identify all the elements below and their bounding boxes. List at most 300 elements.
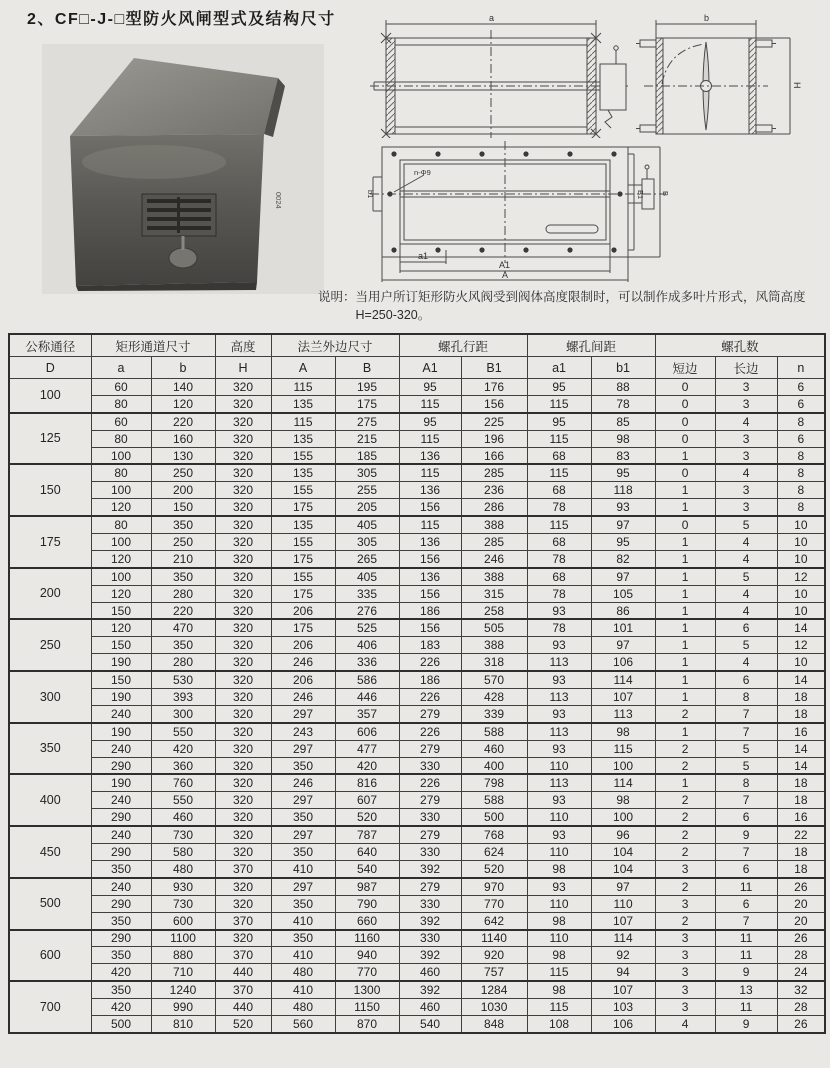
spec-cell: 98	[527, 947, 591, 964]
photo-marking: 0024	[274, 192, 283, 209]
spec-cell: 320	[215, 585, 271, 602]
table-row	[9, 999, 825, 1016]
spec-cell: 240	[91, 792, 151, 809]
spec-cell: 0	[655, 395, 715, 412]
header-B: B	[335, 357, 399, 379]
spec-cell: 290	[91, 809, 151, 826]
spec-cell: 280	[151, 585, 215, 602]
spec-cell: 104	[591, 844, 655, 861]
spec-cell: 166	[461, 447, 527, 464]
spec-cell: 530	[151, 671, 215, 688]
spec-cell: 136	[399, 482, 461, 499]
spec-cell: 156	[399, 619, 461, 636]
spec-cell: 93	[527, 792, 591, 809]
spec-cell: 156	[399, 550, 461, 567]
spec-cell: 350	[271, 757, 335, 774]
end-view-drawing	[622, 12, 817, 142]
spec-cell: 240	[91, 826, 151, 843]
spec-cell: 1160	[335, 930, 399, 947]
table-row	[9, 912, 825, 929]
spec-cell: 115	[399, 464, 461, 481]
spec-cell: 320	[215, 447, 271, 464]
spec-cell: 175	[335, 395, 399, 412]
spec-cell: 0	[655, 464, 715, 481]
spec-cell: 28	[777, 999, 825, 1016]
header-b: b	[151, 357, 215, 379]
spec-cell: 135	[271, 464, 335, 481]
hole-note-leader	[394, 175, 424, 192]
header-h: H	[215, 357, 271, 379]
spec-cell: 226	[399, 654, 461, 671]
spec-cell: 540	[335, 860, 399, 877]
spec-cell: 9	[715, 964, 777, 981]
spec-cell: 370	[215, 981, 271, 998]
product-photo-image	[42, 44, 324, 294]
spec-cell: 130	[151, 447, 215, 464]
spec-cell: 405	[335, 568, 399, 585]
spec-cell: 104	[591, 860, 655, 877]
spec-cell: 240	[91, 740, 151, 757]
spec-cell: 350	[91, 860, 151, 877]
dim-label-H: H	[792, 82, 802, 89]
spec-cell: 250	[151, 464, 215, 481]
spec-cell: 410	[271, 912, 335, 929]
header-a1: a1	[527, 357, 591, 379]
spec-cell: 388	[461, 516, 527, 533]
spec-cell: 93	[591, 499, 655, 516]
table-row	[9, 860, 825, 877]
spec-cell: 7	[715, 792, 777, 809]
spec-cell: 1	[655, 550, 715, 567]
spec-cell: 816	[335, 774, 399, 791]
table-row	[9, 930, 825, 947]
spec-cell: 115	[399, 516, 461, 533]
spec-cell: 115	[591, 740, 655, 757]
spec-cell: 297	[271, 826, 335, 843]
spec-cell: 135	[271, 516, 335, 533]
table-row	[9, 757, 825, 774]
spec-cell: 22	[777, 826, 825, 843]
spec-cell: 320	[215, 430, 271, 447]
spec-cell: 330	[399, 809, 461, 826]
spec-cell: 480	[151, 860, 215, 877]
table-row	[9, 413, 825, 430]
table-row	[9, 550, 825, 567]
spec-cell: 600	[151, 912, 215, 929]
spec-cell: 1150	[335, 999, 399, 1016]
spec-cell: 4	[715, 464, 777, 481]
spec-cell: 500	[461, 809, 527, 826]
spec-cell: 18	[777, 774, 825, 791]
spec-cell: 1	[655, 568, 715, 585]
spec-cell: 246	[271, 689, 335, 706]
spec-cell: 1	[655, 447, 715, 464]
header-long-side: 长边	[715, 357, 777, 379]
nominal-diameter-cell: 600	[9, 930, 91, 982]
spec-cell: 94	[591, 964, 655, 981]
spec-cell: 92	[591, 947, 655, 964]
spec-cell: 1	[655, 774, 715, 791]
spec-cell: 6	[715, 671, 777, 688]
handle-knob	[169, 248, 197, 268]
spec-cell: 108	[527, 1015, 591, 1032]
spec-cell: 26	[777, 1015, 825, 1032]
header-hole-pitch-group: 螺孔间距	[527, 334, 655, 357]
spec-cell: 18	[777, 705, 825, 722]
spec-cell: 5	[715, 568, 777, 585]
spec-cell: 320	[215, 482, 271, 499]
spec-cell: 930	[151, 878, 215, 895]
spec-cell: 258	[461, 602, 527, 619]
spec-cell: 18	[777, 860, 825, 877]
spec-cell: 120	[151, 395, 215, 412]
table-row	[9, 964, 825, 981]
spec-cell: 1	[655, 534, 715, 551]
spec-cell: 2	[655, 757, 715, 774]
spec-cell: 320	[215, 895, 271, 912]
spec-cell: 100	[91, 568, 151, 585]
spec-cell: 107	[591, 981, 655, 998]
nominal-diameter-cell: 500	[9, 878, 91, 930]
spec-cell: 97	[591, 637, 655, 654]
spec-cell: 107	[591, 912, 655, 929]
spec-cell: 320	[215, 395, 271, 412]
spec-cell: 3	[655, 860, 715, 877]
spec-cell: 175	[271, 585, 335, 602]
table-row	[9, 585, 825, 602]
spec-cell: 1240	[151, 981, 215, 998]
spec-cell: 98	[591, 430, 655, 447]
spec-cell: 95	[399, 379, 461, 396]
spec-cell: 393	[151, 689, 215, 706]
spec-cell: 320	[215, 792, 271, 809]
spec-cell: 624	[461, 844, 527, 861]
spec-cell: 136	[399, 534, 461, 551]
spec-cell: 80	[91, 395, 151, 412]
spec-cell: 320	[215, 757, 271, 774]
spec-cell: 810	[151, 1015, 215, 1032]
spec-cell: 420	[91, 964, 151, 981]
spec-cell: 320	[215, 689, 271, 706]
spec-cell: 95	[399, 413, 461, 430]
spec-cell: 8	[777, 464, 825, 481]
header-a: a	[91, 357, 151, 379]
spec-cell: 320	[215, 930, 271, 947]
spec-cell: 95	[527, 413, 591, 430]
spec-cell: 920	[461, 947, 527, 964]
spec-cell: 320	[215, 654, 271, 671]
spec-cell: 101	[591, 619, 655, 636]
spec-cell: 190	[91, 723, 151, 740]
spec-cell: 114	[591, 671, 655, 688]
spec-cell: 68	[527, 568, 591, 585]
spec-cell: 100	[91, 447, 151, 464]
spec-cell: 370	[215, 860, 271, 877]
spec-cell: 12	[777, 568, 825, 585]
spec-cell: 330	[399, 757, 461, 774]
spec-cell: 136	[399, 447, 461, 464]
spec-cell: 770	[461, 895, 527, 912]
spec-cell: 392	[399, 981, 461, 998]
spec-cell: 420	[151, 740, 215, 757]
spec-cell: 480	[271, 999, 335, 1016]
spec-cell: 97	[591, 878, 655, 895]
spec-cell: 11	[715, 878, 777, 895]
spec-cell: 3	[655, 964, 715, 981]
spec-cell: 93	[527, 602, 591, 619]
spec-cell: 8	[777, 447, 825, 464]
spec-cell: 6	[715, 860, 777, 877]
spec-cell: 460	[399, 964, 461, 981]
table-row	[9, 1015, 825, 1032]
spec-cell: 24	[777, 964, 825, 981]
spec-cell: 96	[591, 826, 655, 843]
spec-cell: 183	[399, 637, 461, 654]
spec-cell: 480	[271, 964, 335, 981]
spec-cell: 14	[777, 740, 825, 757]
spec-cell: 3	[715, 482, 777, 499]
spec-cell: 60	[91, 413, 151, 430]
spec-cell: 68	[527, 447, 591, 464]
spec-cell: 113	[527, 723, 591, 740]
table-row	[9, 430, 825, 447]
spec-cell: 1	[655, 482, 715, 499]
spec-cell: 93	[527, 637, 591, 654]
spec-cell: 136	[399, 568, 461, 585]
nominal-diameter-cell: 700	[9, 981, 91, 1033]
header-flange-group: 法兰外边尺寸	[271, 334, 399, 357]
spec-cell: 588	[461, 723, 527, 740]
spec-cell: 320	[215, 809, 271, 826]
spec-cell: 1	[655, 637, 715, 654]
spec-cell: 18	[777, 844, 825, 861]
spec-cell: 320	[215, 534, 271, 551]
spec-cell: 1140	[461, 930, 527, 947]
spec-cell: 360	[151, 757, 215, 774]
spec-cell: 1300	[335, 981, 399, 998]
spec-cell: 120	[91, 499, 151, 516]
spec-cell: 1284	[461, 981, 527, 998]
spec-cell: 4	[655, 1015, 715, 1032]
spec-cell: 350	[151, 516, 215, 533]
spec-cell: 80	[91, 430, 151, 447]
table-row	[9, 464, 825, 481]
spec-cell: 118	[591, 482, 655, 499]
spec-cell: 276	[335, 602, 399, 619]
spec-cell: 110	[527, 757, 591, 774]
spec-cell: 3	[655, 930, 715, 947]
spec-cell: 175	[271, 499, 335, 516]
spec-cell: 195	[335, 379, 399, 396]
spec-cell: 110	[527, 809, 591, 826]
spec-cell: 420	[91, 999, 151, 1016]
photo-highlight	[82, 145, 226, 179]
spec-cell: 770	[335, 964, 399, 981]
spec-cell: 115	[527, 430, 591, 447]
spec-table-body	[9, 379, 825, 1033]
nominal-diameter-cell: 175	[9, 516, 91, 568]
spec-cell: 428	[461, 689, 527, 706]
spec-cell: 98	[591, 723, 655, 740]
spec-cell: 350	[91, 947, 151, 964]
spec-cell: 290	[91, 757, 151, 774]
spec-cell: 1	[655, 654, 715, 671]
flange-view-drawing	[366, 139, 676, 285]
spec-cell: 93	[527, 705, 591, 722]
spec-cell: 4	[715, 550, 777, 567]
spec-cell: 2	[655, 878, 715, 895]
spec-cell: 226	[399, 774, 461, 791]
spec-cell: 3	[715, 430, 777, 447]
spec-cell: 1100	[151, 930, 215, 947]
spec-cell: 350	[271, 930, 335, 947]
table-row	[9, 705, 825, 722]
spec-cell: 98	[591, 792, 655, 809]
spec-cell: 86	[591, 602, 655, 619]
spec-cell: 320	[215, 844, 271, 861]
spec-cell: 460	[461, 740, 527, 757]
spec-cell: 305	[335, 534, 399, 551]
spec-cell: 520	[461, 860, 527, 877]
spec-cell: 405	[335, 516, 399, 533]
spec-cell: 392	[399, 912, 461, 929]
spec-cell: 80	[91, 516, 151, 533]
table-row	[9, 844, 825, 861]
spec-cell: 357	[335, 705, 399, 722]
spec-cell: 106	[591, 1015, 655, 1032]
spec-cell: 140	[151, 379, 215, 396]
spec-cell: 730	[151, 826, 215, 843]
spec-cell: 175	[271, 619, 335, 636]
table-row	[9, 809, 825, 826]
table-row	[9, 723, 825, 740]
spec-cell: 320	[215, 379, 271, 396]
spec-cell: 660	[335, 912, 399, 929]
spec-cell: 93	[527, 826, 591, 843]
spec-cell: 10	[777, 534, 825, 551]
spec-cell: 279	[399, 792, 461, 809]
table-row	[9, 826, 825, 843]
spec-cell: 410	[271, 860, 335, 877]
spec-cell: 3	[715, 395, 777, 412]
spec-cell: 135	[271, 395, 335, 412]
spec-cell: 175	[271, 550, 335, 567]
spec-cell: 200	[151, 482, 215, 499]
spec-cell: 440	[215, 999, 271, 1016]
spec-cell: 120	[91, 619, 151, 636]
spec-cell: 320	[215, 464, 271, 481]
spec-cell: 250	[151, 534, 215, 551]
spec-cell: 798	[461, 774, 527, 791]
dim-label-b1: b1	[366, 190, 375, 199]
spec-cell: 186	[399, 602, 461, 619]
spec-cell: 5	[715, 637, 777, 654]
spec-cell: 246	[271, 774, 335, 791]
spec-cell: 155	[271, 482, 335, 499]
spec-cell: 970	[461, 878, 527, 895]
spec-cell: 190	[91, 774, 151, 791]
spec-cell: 100	[91, 534, 151, 551]
spec-cell: 1	[655, 602, 715, 619]
spec-cell: 120	[91, 550, 151, 567]
spec-cell: 8	[715, 689, 777, 706]
spec-cell: 11	[715, 947, 777, 964]
spec-cell: 210	[151, 550, 215, 567]
hole-note: n-Φ9	[414, 168, 431, 177]
header-hole-count-group: 螺孔数	[655, 334, 825, 357]
spec-cell: 78	[591, 395, 655, 412]
header-row-pitch-group: 螺孔行距	[399, 334, 527, 357]
note-label: 说明：	[318, 290, 356, 304]
spec-cell: 2	[655, 809, 715, 826]
spec-cell: 606	[335, 723, 399, 740]
spec-cell: 1030	[461, 999, 527, 1016]
table-row	[9, 895, 825, 912]
spec-cell: 990	[151, 999, 215, 1016]
spec-cell: 120	[91, 585, 151, 602]
spec-cell: 115	[527, 516, 591, 533]
header-A: A	[271, 357, 335, 379]
spec-cell: 240	[91, 705, 151, 722]
spec-cell: 78	[527, 499, 591, 516]
spec-cell: 185	[335, 447, 399, 464]
table-row	[9, 792, 825, 809]
spring-squiggle	[605, 110, 612, 128]
spec-cell: 320	[215, 499, 271, 516]
spec-cell: 550	[151, 792, 215, 809]
spec-cell: 4	[715, 534, 777, 551]
spec-cell: 68	[527, 534, 591, 551]
spec-cell: 500	[91, 1015, 151, 1032]
spec-cell: 320	[215, 550, 271, 567]
header-sub-row	[9, 357, 825, 379]
spec-cell: 1	[655, 585, 715, 602]
spec-cell: 107	[591, 689, 655, 706]
spec-cell: 240	[91, 878, 151, 895]
spec-cell: 20	[777, 895, 825, 912]
dim-label-B1: B1	[636, 190, 645, 200]
spec-cell: 3	[715, 447, 777, 464]
spec-cell: 93	[527, 740, 591, 757]
spec-cell: 10	[777, 602, 825, 619]
spec-cell: 95	[591, 534, 655, 551]
spec-cell: 6	[715, 895, 777, 912]
header-d: D	[9, 357, 91, 379]
spec-cell: 115	[399, 430, 461, 447]
spec-cell: 2	[655, 826, 715, 843]
spec-cell: 550	[151, 723, 215, 740]
table-row	[9, 689, 825, 706]
spec-cell: 215	[335, 430, 399, 447]
spec-cell: 4	[715, 413, 777, 430]
spec-cell: 315	[461, 585, 527, 602]
spec-cell: 150	[151, 499, 215, 516]
spec-cell: 206	[271, 637, 335, 654]
header-height-group: 高度	[215, 334, 271, 357]
spec-cell: 330	[399, 930, 461, 947]
spec-cell: 320	[215, 740, 271, 757]
spec-cell: 135	[271, 430, 335, 447]
spec-cell: 186	[399, 671, 461, 688]
spec-cell: 93	[527, 671, 591, 688]
spec-cell: 7	[715, 844, 777, 861]
spec-cell: 406	[335, 637, 399, 654]
spec-cell: 279	[399, 878, 461, 895]
spec-cell: 275	[335, 413, 399, 430]
spec-cell: 11	[715, 930, 777, 947]
header-short-side: 短边	[655, 357, 715, 379]
spec-cell: 14	[777, 619, 825, 636]
